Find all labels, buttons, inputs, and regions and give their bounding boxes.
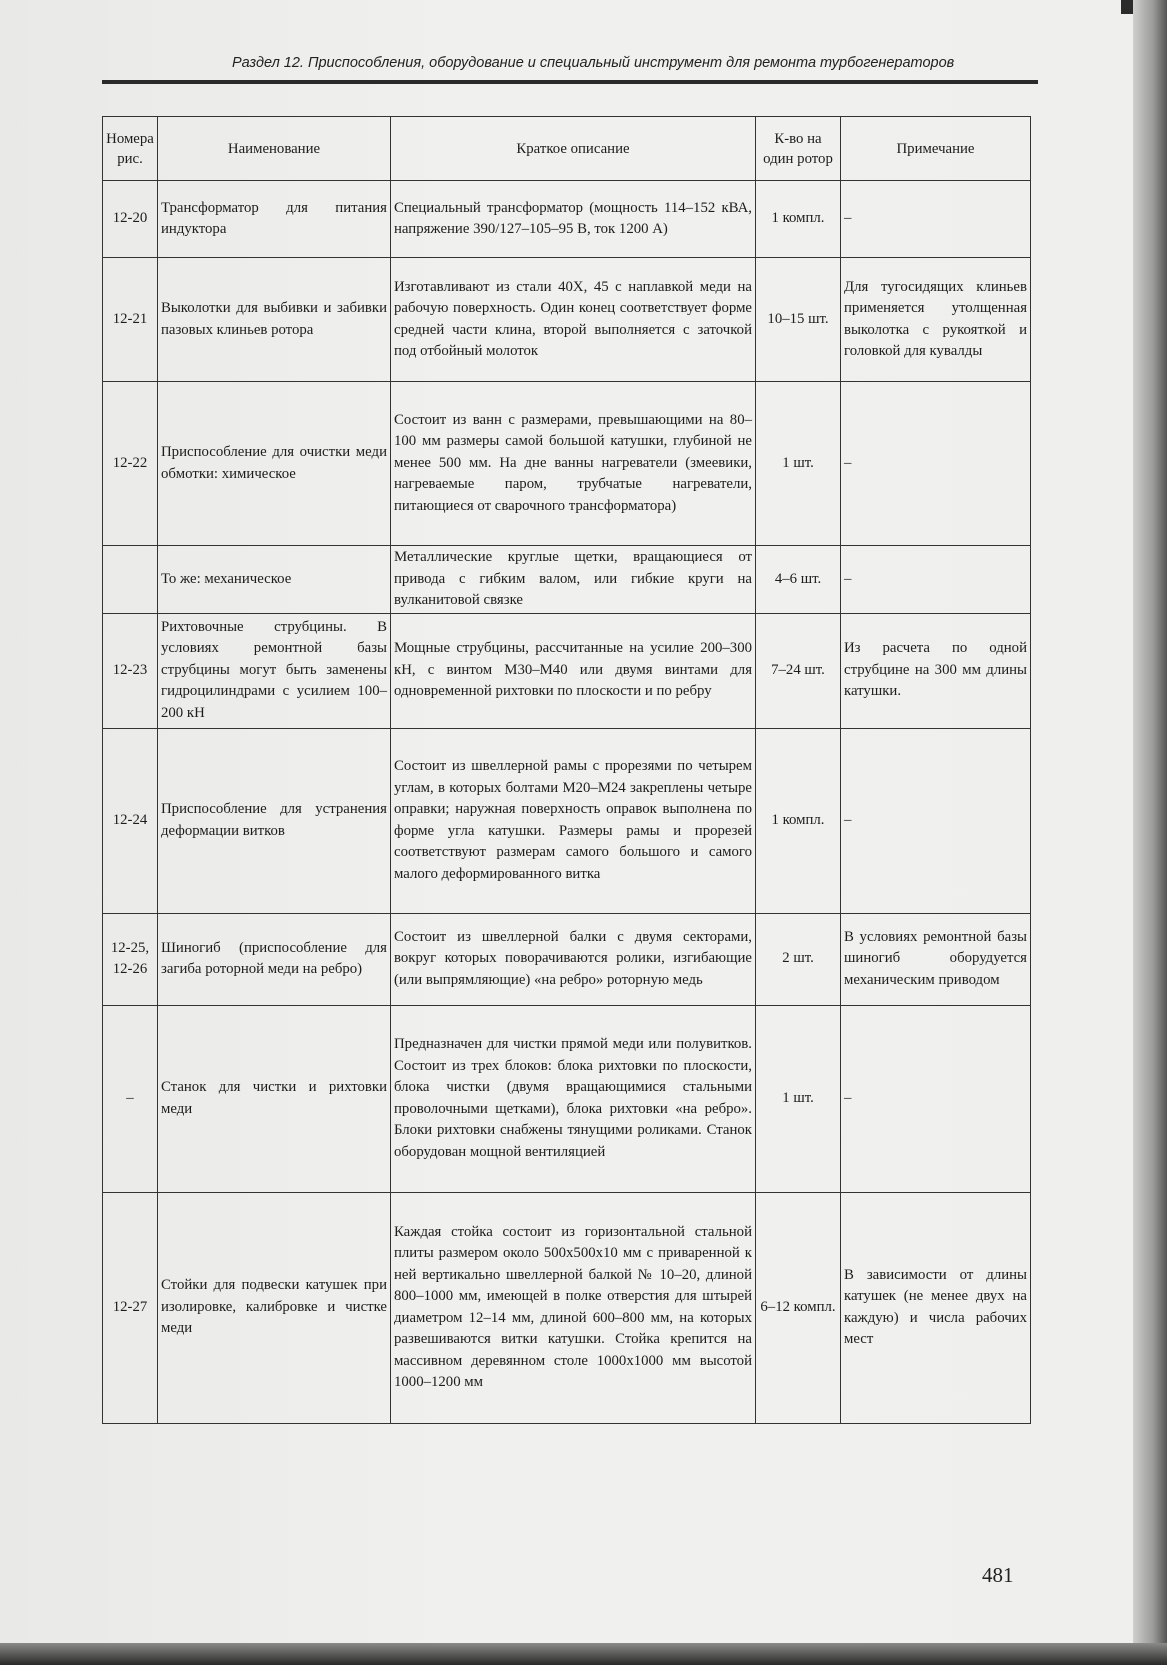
- cell-desc: Состоит из швеллерной рамы с прорезями по четырем углам, в которых болтами М20–М24 закреплены четыре оправки; наружная поверхность оправок выполнена по форме угла катушки. Размеры рамы и прорезей соответствуют размерам самого большого и самого малого деформированного витка: [391, 728, 756, 913]
- cell-num: 12-22: [103, 382, 158, 546]
- cell-name: Стойки для подвески катушек при изолировке, калибровке и чистке меди: [158, 1192, 391, 1423]
- cell-note: Из расчета по одной струбцине на 300 мм длины катушки.: [841, 613, 1031, 728]
- running-header: Раздел 12. Приспособления, оборудование и специальный инструмент для ремонта турбогенераторов: [232, 55, 955, 71]
- cell-name: Рихтовочные струбцины. В условиях ремонтной базы струбцины могут быть заменены гидроцилиндрами с усилием 100–200 кН: [158, 613, 391, 728]
- cell-note: В зависимости от длины катушек (не менее двух на каждую) и числа рабочих мест: [841, 1192, 1031, 1423]
- column-header-name: Наименование: [158, 117, 391, 181]
- cell-qty: 7–24 шт.: [756, 613, 841, 728]
- cell-name: Выколотки для выбивки и забивки пазовых клиньев ротора: [158, 258, 391, 382]
- page-edge-bottom: [0, 1643, 1167, 1665]
- cell-note: –: [841, 382, 1031, 546]
- cell-num: 12-23: [103, 613, 158, 728]
- table-row: [103, 546, 1031, 614]
- table-row: [103, 913, 1031, 1005]
- cell-qty: 10–15 шт.: [756, 258, 841, 382]
- cell-qty: 6–12 компл.: [756, 1192, 841, 1423]
- cell-note: –: [841, 728, 1031, 913]
- cell-note: –: [841, 1005, 1031, 1192]
- table-row: [103, 382, 1031, 546]
- cell-desc: Специальный трансформатор (мощность 114–152 кВА, напряжение 390/127–105–95 В, ток 1200 А): [391, 181, 756, 258]
- cell-num: –: [103, 1005, 158, 1192]
- scan-corner: [1121, 0, 1133, 14]
- cell-num: 12-25, 12-26: [103, 913, 158, 1005]
- cell-num: [103, 546, 158, 614]
- page-number: 481: [982, 1563, 1014, 1587]
- cell-qty: 2 шт.: [756, 913, 841, 1005]
- cell-qty: 1 шт.: [756, 1005, 841, 1192]
- cell-desc: Состоит из швеллерной балки с двумя секторами, вокруг которых поворачиваются ролики, изгибающие (или выпрямляющие) «на ребро» роторную медь: [391, 913, 756, 1005]
- cell-qty: 1 шт.: [756, 382, 841, 546]
- cell-name: Приспособление для устранения деформации витков: [158, 728, 391, 913]
- cell-desc: Состоит из ванн с размерами, превышающими на 80–100 мм размеры самой большой катушки, глубиной не менее 500 мм. На дне ванны нагреватели (змеевики, нагреваемые паром, трубчатые нагреватели, питающиеся от сварочного трансформатора): [391, 382, 756, 546]
- cell-name: Станок для чистки и рихтовки меди: [158, 1005, 391, 1192]
- table-row: [103, 728, 1031, 913]
- table-row: [103, 1192, 1031, 1423]
- column-header-num: Номера рис.: [103, 117, 158, 181]
- cell-note: –: [841, 546, 1031, 614]
- cell-desc: Изготавливают из стали 40Х, 45 с наплавкой меди на рабочую поверхность. Один конец соответствует форме средней части клина, второй выполняется с заточкой под отбойный молоток: [391, 258, 756, 382]
- column-header-note: Примечание: [841, 117, 1031, 181]
- column-header-desc: Краткое описание: [391, 117, 756, 181]
- cell-note: В условиях ремонтной базы шиногиб оборудуется механическим приводом: [841, 913, 1031, 1005]
- cell-desc: Металлические круглые щетки, вращающиеся от привода с гибким валом, или гибкие круги на вулканитовой связке: [391, 546, 756, 614]
- column-header-qty: К-во на один ротор: [756, 117, 841, 181]
- cell-name: Трансформатор для питания индуктора: [158, 181, 391, 258]
- cell-note: –: [841, 181, 1031, 258]
- cell-desc: Предназначен для чистки прямой меди или полувитков. Состоит из трех блоков: блока рихтовки по плоскости, блока чистки (двумя вращающимися стальными проволочными щетками), блока рихтовки «на ребро». Блоки рихтовки снабжены тянущими роликами. Станок оборудован мощной вентиляцией: [391, 1005, 756, 1192]
- table-row: [103, 613, 1031, 728]
- cell-note: Для тугосидящих клиньев применяется утолщенная выколотка с рукояткой и головкой для кувалды: [841, 258, 1031, 382]
- cell-num: 12-21: [103, 258, 158, 382]
- table-header-row: [103, 117, 1031, 181]
- cell-num: 12-24: [103, 728, 158, 913]
- cell-name: То же: механическое: [158, 546, 391, 614]
- table-row: [103, 181, 1031, 258]
- cell-num: 12-27: [103, 1192, 158, 1423]
- equipment-table: [102, 116, 1031, 1424]
- cell-qty: 1 компл.: [756, 728, 841, 913]
- table-row: [103, 258, 1031, 382]
- cell-name: Приспособление для очистки меди обмотки: химическое: [158, 382, 391, 546]
- cell-desc: Мощные струбцины, рассчитанные на усилие 200–300 кН, с винтом М30–М40 или двумя винтами для одновременной рихтовки по плоскости и по ребру: [391, 613, 756, 728]
- page-edge-right: [1133, 0, 1167, 1665]
- header-rule: [102, 80, 1038, 84]
- cell-qty: 1 компл.: [756, 181, 841, 258]
- cell-desc: Каждая стойка состоит из горизонтальной стальной плиты размером около 500х500х10 мм с приваренной к ней вертикально швеллерной балкой № 10–20, длиной 800–1000 мм, имеющей в полке отверстия для штырей диаметром 12–14 мм, длиной 600–800 мм, на которых развешиваются витки катушки. Стойка крепится на массивном деревянном столе 1000х1000 мм высотой 1000–1200 мм: [391, 1192, 756, 1423]
- cell-name: Шиногиб (приспособление для загиба роторной меди на ребро): [158, 913, 391, 1005]
- cell-qty: 4–6 шт.: [756, 546, 841, 614]
- cell-num: 12-20: [103, 181, 158, 258]
- table-row: [103, 1005, 1031, 1192]
